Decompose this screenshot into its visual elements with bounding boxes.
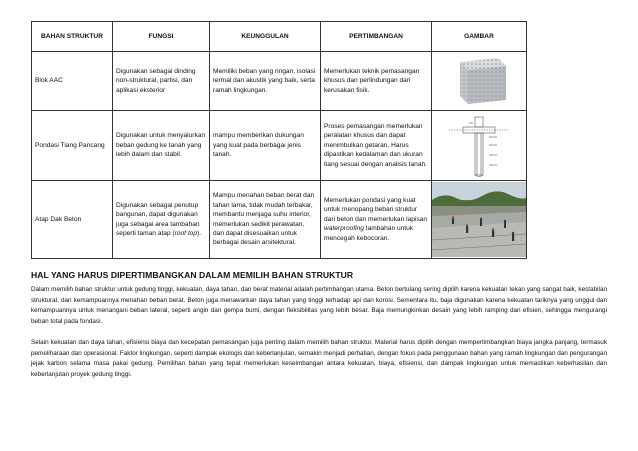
header-advantage: KEUNGGULAN — [210, 22, 321, 52]
cell-function: Digunakan untuk menyalurkan beban gedung ke tanah yang lebih dalam dan stabil. — [113, 111, 210, 181]
cell-consideration: Memerlukan teknik pemasangan khusus dan perlindungan dari kerusakan fisik. — [321, 52, 432, 111]
concrete-roof-photo — [432, 182, 526, 257]
materials-table — [31, 21, 527, 259]
cell-advantage: Mampu menahan beban berat dan tahan lama, tidak mudah terbakar, membantu menjaga suhu interior, memerlukan sedikit perawatan, dan dapat disesuaikan untuk berbagai desain arsitektural. — [210, 181, 321, 259]
table-header-row — [32, 22, 527, 52]
cell-image — [432, 181, 527, 259]
table-row — [32, 111, 527, 181]
cell-material: Pondasi Tiang Pancang — [32, 111, 113, 181]
cell-image — [432, 111, 527, 181]
cell-material: Atap Dak Beton — [32, 181, 113, 259]
cell-image — [432, 52, 527, 111]
pile-foundation-diagram — [439, 115, 519, 177]
table-row — [32, 181, 527, 259]
aac-block-image — [446, 54, 512, 108]
cell-function: Digunakan sebagai dinding non-struktural, partisi, dan aplikasi eksterior — [113, 52, 210, 111]
cell-advantage: Memiliki beban yang ringan, isolasi termal dan akustik yang baik, serta ramah lingkungan. — [210, 52, 321, 111]
header-function: FUNGSI — [113, 22, 210, 52]
header-image: GAMBAR — [432, 22, 527, 52]
header-consideration: PERTIMBANGAN — [321, 22, 432, 52]
cell-function: Digunakan sebagai penutup bangunan, dapat digunakan juga sebagai area tambahan seperti taman atap (roof top). — [113, 181, 210, 259]
paragraph-2: Selain kekuatan dan daya tahan, efisiensi biaya dan kecepatan pemasangan juga penting dalam memilih bahan struktur. Material harus dipilih dengan mempertimbangkan biaya jangka panjang, termasuk pemeliharaan dan operasional. Faktor lingkungan, seperti dampak ekologis dan keberlanjutan, semakin menjadi perhatian, dengan fokus pada penggunaan bahan yang ramah lingkungan dan pengurangan jejak karbon selama masa pakai gedung. Pemilihan bahan yang tepat memerlukan keseimbangan antara kekuatan, biaya, efisiensi, dan dampak lingkungan untuk memastikan keberhasilan dan keberlanjutan proyek gedung tinggi. — [31, 339, 607, 378]
paragraph-1: Dalam memilih bahan struktur untuk gedung tinggi, kekuatan, daya tahan, dan berat material adalah pertimbangan utama. Beton bertulang sering dipilih karena kekuatan tekan yang sangat baik, kestabilan struktural, dan kemampuannya menahan beban berat. Beton juga menawarkan daya tahan yang tinggi terhadap api dan korosi. Sementara itu, baja digunakan karena kekuatan tariknya yang unggul dan kemampuannya untuk menangani beban lateral, seperti angin dan gempa bumi, dengan fleksibilitas yang lebih besar. Baja memungkinkan desain yang lebih ramping dan efisien, sehingga mengurangi beban total pada fondasi. — [31, 286, 607, 325]
cell-advantage: mampu memberikan dukungan yang kuat pada berbagai jenis tanah. — [210, 111, 321, 181]
cell-consideration: Memerlukan pondasi yang kuat untuk menopang beban struktur dari beton dan memerlukan lapisan waterproofing tambahan untuk mencegah kebocoran. — [321, 181, 432, 259]
header-material: BAHAN STRUKTUR — [32, 22, 113, 52]
cell-material: Blok AAC — [32, 52, 113, 111]
section-heading: HAL YANG HARUS DIPERTIMBANGKAN DALAM MEMILIH BAHAN STRUKTUR — [31, 270, 354, 280]
cell-consideration: Proses pemasangan memerlukan peralatan khusus dan dapat menimbulkan getaran. Harus dipastikan kedalaman dan ukuran tiang sesuai dengan analisis tanah. — [321, 111, 432, 181]
table-row — [32, 52, 527, 111]
